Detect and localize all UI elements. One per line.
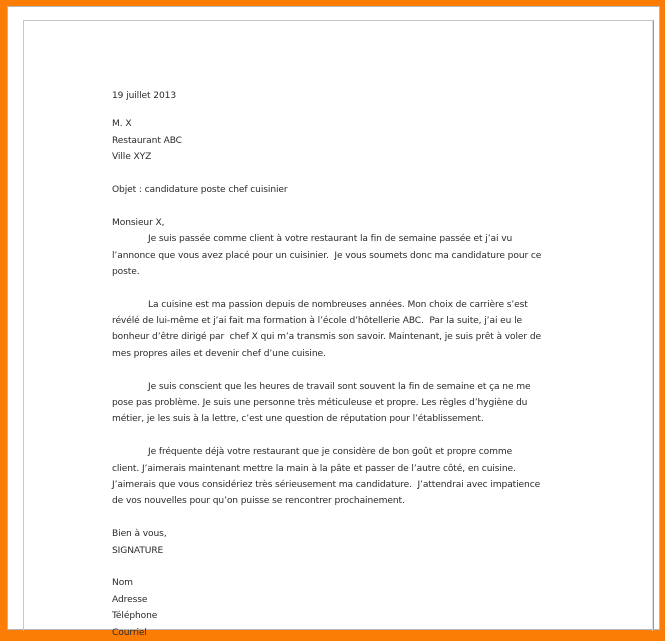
paragraph-line: de vos nouvelles pour qu’on puisse se rencontrer prochainement. [112, 496, 405, 507]
letter-salutation: Monsieur X, [112, 217, 165, 228]
paragraph-line: l’annonce que vous avez placé pour un cuisinier. Je vous soumets donc ma candidature pour ce [112, 250, 542, 261]
recipient-company: Restaurant ABC [112, 135, 182, 146]
paragraph-line: client. J’aimerais maintenant mettre la main à la pâte et passer de l’autre côté, en cuisine. [112, 463, 516, 474]
paragraph-3 [112, 379, 542, 428]
paragraph-line: Je suis passée comme client à votre restaurant la fin de semaine passée et j’ai vu [148, 234, 513, 245]
paragraph-line: La cuisine est ma passion depuis de nombreuses années. Mon choix de carrière s’est [148, 299, 528, 310]
cover-letter [112, 88, 542, 641]
paragraph-line: Je fréquente déjà votre restaurant que je considère de bon goût et propre comme [148, 447, 513, 458]
sender-address: Adresse [112, 594, 148, 605]
paragraph-line: pose pas problème. Je suis une personne très méticuleuse et propre. Les règles d’hygiène du [112, 398, 528, 409]
paragraph-2 [112, 297, 542, 363]
letter-closing: Bien à vous, [112, 529, 167, 540]
paragraph-line: J’aimerais que vous considériez très sérieusement ma candidature. J’attendrai avec impatience [112, 479, 541, 490]
letter-date: 19 juillet 2013 [112, 91, 177, 101]
sender-name: Nom [112, 578, 133, 589]
paragraph-line: métier, je les suis à la lettre, c’est une question de réputation pour l’établissement. [112, 414, 484, 425]
paragraph-4 [112, 444, 542, 510]
paragraph-line: révélé de lui-même et j’ai fait ma formation à l’école d’hôtellerie ABC. Par la suite, j’ai eu le [112, 316, 523, 327]
paragraph-line: poste. [112, 266, 140, 277]
paragraph-line: mes propres ailes et devenir chef d’une cuisine. [112, 348, 326, 359]
letter-signature: SIGNATURE [112, 545, 164, 556]
paragraph-line: bonheur d’être dirigé par chef X qui m’a transmis son savoir. Maintenant, je suis prêt à voler de [112, 332, 542, 343]
recipient-name: M. X [112, 119, 132, 130]
sender-email: Courriel [112, 627, 147, 638]
paragraph-line: Je suis conscient que les heures de travail sont souvent la fin de semaine et ça ne me [148, 381, 531, 392]
sender-phone: Téléphone [112, 611, 158, 622]
paragraph-1 [112, 231, 542, 280]
letter-subject: Objet : candidature poste chef cuisinier [112, 184, 288, 195]
recipient-city: Ville XYZ [112, 152, 152, 163]
